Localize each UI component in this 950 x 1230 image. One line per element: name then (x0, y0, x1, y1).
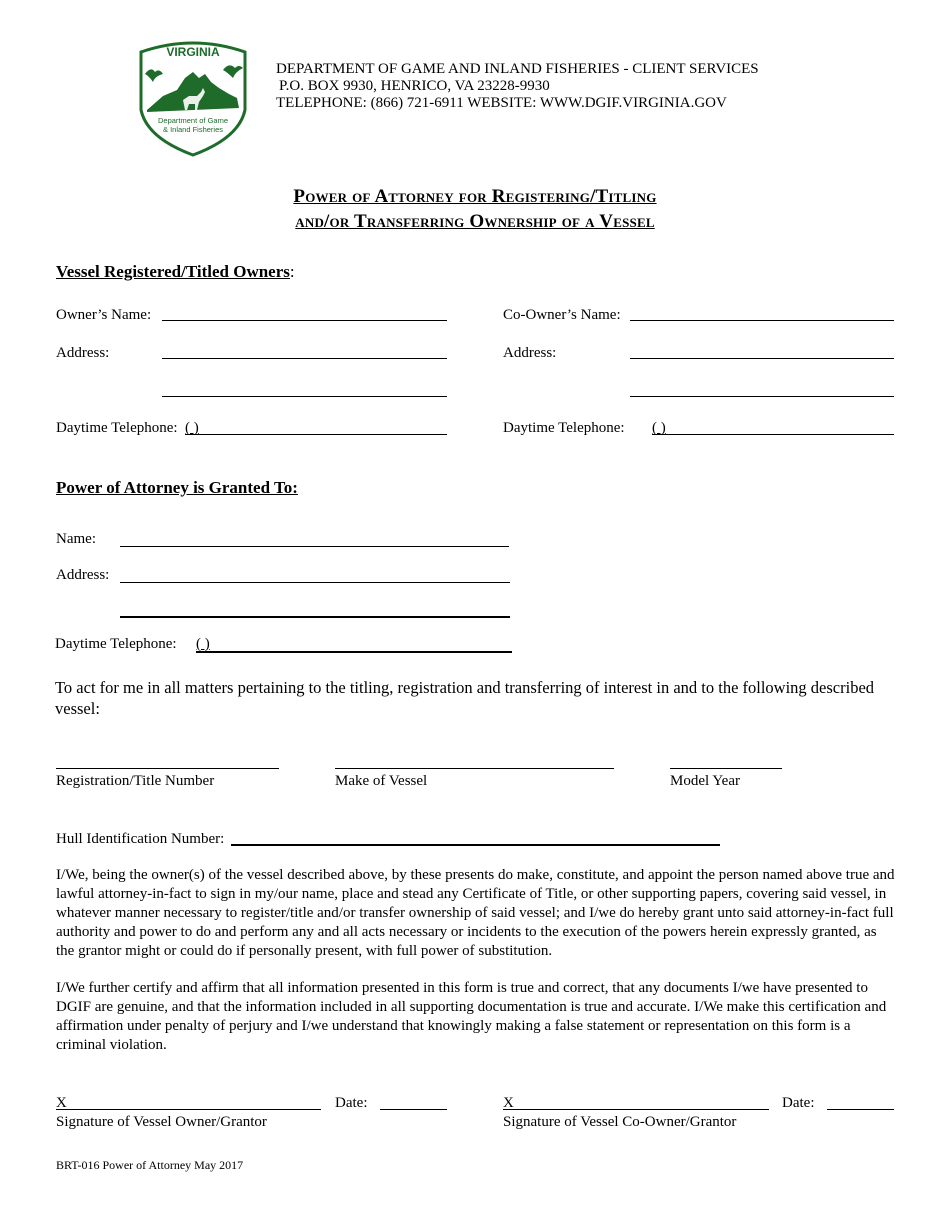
coowner-signature-label: Signature of Vessel Co-Owner/Grantor (503, 1114, 737, 1130)
owner-phone-field[interactable] (185, 434, 447, 435)
hin-label: Hull Identification Number: (56, 831, 225, 847)
dgif-seal-logo (133, 38, 253, 158)
owner-date-label: Date: (335, 1095, 368, 1111)
form-title-line1: Power of Attorney for Registering/Titling (293, 186, 657, 207)
owner-name-label: Owner’s Name: (56, 307, 152, 323)
make-of-vessel-label: Make of Vessel (335, 773, 428, 789)
attorney-phone-field[interactable] (196, 651, 512, 653)
owner-signature-field[interactable] (56, 1109, 321, 1110)
agency-contact: TELEPHONE: (866) 721-6911 WEBSITE: WWW.DGIF.VIRGINIA.GOV (276, 95, 727, 111)
make-of-vessel-field[interactable] (335, 768, 614, 769)
seal-bottom-line2: & Inland Fisheries (162, 125, 224, 134)
reg-title-number-label: Registration/Title Number (56, 773, 215, 789)
owner-address-field-1[interactable] (162, 358, 447, 359)
model-year-field[interactable] (670, 768, 782, 769)
coowner-address-field-1[interactable] (630, 358, 894, 359)
owner-phone-parens: ( ) (185, 420, 199, 436)
attorney-name-label: Name: (56, 531, 96, 547)
owner-address-field-2[interactable] (162, 396, 447, 397)
hin-field[interactable] (231, 844, 720, 846)
attorney-section-heading: Power of Attorney is Granted To: (56, 478, 298, 497)
owner-name-field[interactable] (162, 320, 447, 321)
act-statement: To act for me in all matters pertaining to the titling, registration and transferring of interest in and to the following described vessel: (55, 678, 875, 718)
owners-heading-text: Vessel Registered/Titled Owners (56, 262, 290, 281)
owners-heading-colon: : (289, 262, 295, 281)
owner-phone-label: Daytime Telephone: (56, 420, 178, 436)
coowner-phone-field[interactable] (652, 434, 894, 435)
appointment-paragraph: I/We, being the owner(s) of the vessel described above, by these presents do make, constitute, and appoint the person named above true and lawful attorney-in-fact to sign in my/our name, place and stead any Certificate of Title, or other supporting papers, covering said vessel, in whatever manner necessary to register/title and/or transfer ownership of said vessel; and I/we do hereby grant unto said attorney-in-fact full authority and power to do and perform any and all acts necessary or incidents to the execution of the powers herein expressly granted, as the grantor might or could do if personally present, with full power of substitution. (56, 867, 895, 959)
coowner-phone-label: Daytime Telephone: (503, 420, 625, 436)
attorney-phone-label: Daytime Telephone: (55, 636, 177, 652)
coowner-name-label: Co-Owner’s Name: (503, 307, 621, 323)
model-year-label: Model Year (670, 773, 740, 789)
coowner-date-field[interactable] (827, 1109, 894, 1110)
attorney-address-field-1[interactable] (120, 582, 510, 583)
attorney-address-field-2[interactable] (120, 616, 510, 618)
coowner-signature-x: X (503, 1095, 514, 1111)
attorney-phone-parens: ( ) (196, 636, 210, 652)
coowner-address-label: Address: (503, 345, 557, 361)
coowner-address-field-2[interactable] (630, 396, 894, 397)
owner-address-label: Address: (56, 345, 110, 361)
reg-title-number-field[interactable] (56, 768, 279, 769)
certification-paragraph: I/We further certify and affirm that all information presented in this form is true and correct, that any documents I/we have presented to DGIF are genuine, and that the information included in all supporting documentation is true and accurate. I/We make this certification and affirmation under penalty of perjury and I/we understand that knowingly making a false statement or representation on this form is a criminal violation. (56, 980, 887, 1053)
coowner-name-field[interactable] (630, 320, 894, 321)
form-footer-id: BRT-016 Power of Attorney May 2017 (56, 1158, 244, 1172)
attorney-address-label: Address: (56, 567, 110, 583)
owner-signature-x: X (56, 1095, 67, 1111)
attorney-name-field[interactable] (120, 546, 509, 547)
owner-date-field[interactable] (380, 1109, 447, 1110)
agency-name: DEPARTMENT OF GAME AND INLAND FISHERIES - CLIENT SERVICES (276, 61, 759, 77)
coowner-date-label: Date: (782, 1095, 815, 1111)
seal-graphic (133, 38, 253, 158)
coowner-phone-parens: ( ) (652, 420, 666, 436)
seal-bottom-line1: Department of Game (157, 116, 229, 125)
agency-address: P.O. BOX 9930, HENRICO, VA 23228-9930 (279, 78, 550, 94)
coowner-signature-field[interactable] (503, 1109, 769, 1110)
owner-signature-label: Signature of Vessel Owner/Grantor (56, 1114, 267, 1130)
owners-section-heading (56, 262, 295, 282)
seal-top-text: VIRGINIA (166, 45, 220, 59)
form-title-line2: and/or Transferring Ownership of a Vessel (295, 211, 655, 232)
